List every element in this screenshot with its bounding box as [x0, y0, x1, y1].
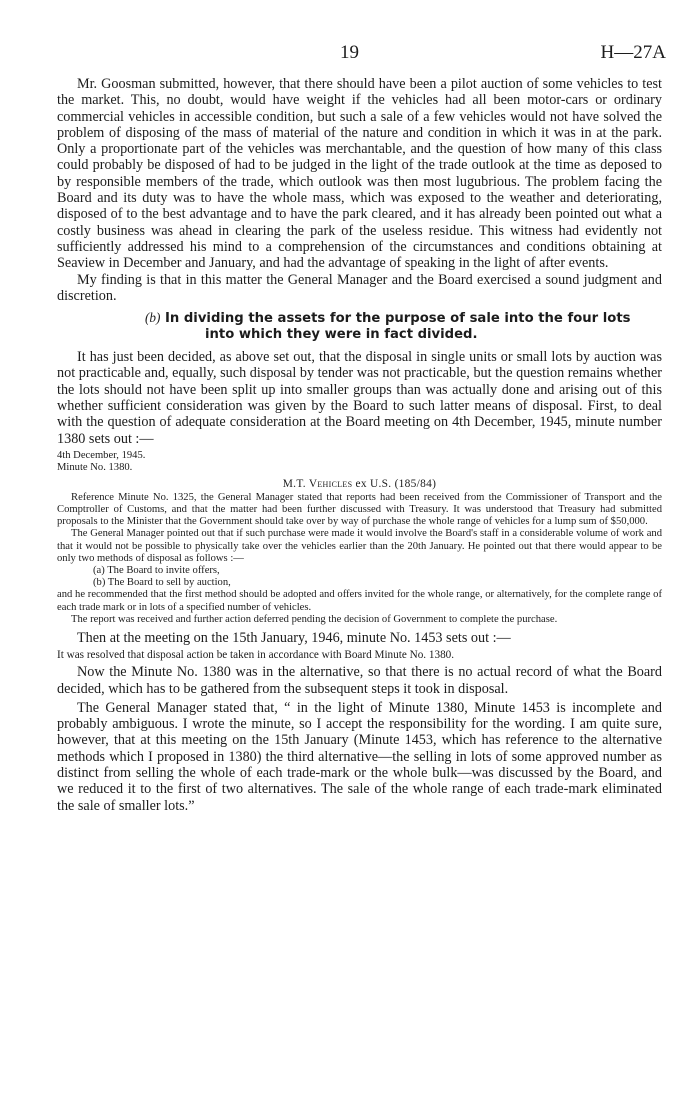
paragraph-finding: My finding is that in this matter the General Manager and the Board exercised a sound judgment and discretion.: [57, 271, 662, 304]
section-heading-line1: In dividing the assets for the purpose of sale into the four lots: [164, 311, 631, 327]
minute-reference-date: 4th December, 1945.: [57, 449, 146, 461]
paragraph-minute-alternative: Now the Minute No. 1380 was in the alternative, so that there is no actual record of what the Board decided, which has to be gathered from the subsequent steps it took in disposal.: [57, 664, 662, 697]
paragraph-dividing-assets: It has just been decided, as above set out, that the disposal in single units or small lots by auction was not practicable and, equally, such disposal by tender was not practicable, but the question remains whether the lots should not have been split up into smaller groups than was actually done and arising out of this whether sufficient consideration was given by the Board to such latter means of disposal. First, to deal with the question of adequate consideration at the Board meeting on 4th December, 1945, minute number 1380 sets out :—: [57, 349, 662, 447]
section-heading-b: [57, 310, 662, 343]
minute-title-main: M.T. Vehicles: [282, 477, 353, 490]
quoted-minute-paragraph-4: The report was received and further action deferred pending the decision of Government to complete the purchase.: [71, 613, 558, 625]
quoted-resolution: It was resolved that disposal action be taken in accordance with Board Minute No. 1380.: [57, 649, 455, 662]
minute-title: [57, 478, 662, 490]
page-header: [0, 42, 700, 64]
minute-title-rest: ex U.S. (185/84): [352, 477, 437, 490]
document-body: [57, 76, 662, 814]
paragraph-general-manager-statement: The General Manager stated that, “ in the light of Minute 1380, Minute 1453 is incomplete and probably ambiguous. I wrote the minute, so I accept the responsibility for the wording. I am quite sure, however, that at this meeting on the 15th January (Minute 1453, which has reference to the alternative methods which I proposed in 1380) the third alternative—the selling in lots of some approved number as distinct from selling the whole of each trade-mark or the whole bulk—was discussed by the Board, and we reduced it to the first of two alternatives. The sale of the whole range of each trade-mark eliminated the sale of smaller lots.”: [57, 699, 662, 814]
minute-reference: [57, 450, 662, 475]
section-heading-line2: into which they were in fact divided.: [205, 327, 478, 343]
quoted-minute-paragraph-1: Reference Minute No. 1325, the General Manager stated that reports had been received from the Commissioner of Transport and the Comptroller of Customs, and that the matter had been further discussed with Treasury. It was understood that Treasury had submitted proposals to the Minister that the Government should take over by way of purchase the whole range of vehicles for a lump sum of $50,000.: [57, 491, 662, 528]
quoted-minute-list-item-a: (a) The Board to invite offers,: [93, 564, 220, 576]
paragraph-pilot-auction: Mr. Goosman submitted, however, that there should have been a pilot auction of some vehicles to test the market. This, no doubt, would have weight if the vehicles had all been motor-cars or ordinary commercial vehicles in accessible condition, but such a sale of a few vehicles would not have solved the problem of disposing of the mass of material of the nature and condition in which it was in at the park. Only a proportionate part of the vehicles was merchantable, and the question of how many of this class could probably be disposed of had to be judged in the light of the trade outlook at the time as deposed to by responsible members of the trade, which outlook was then most lugubrious. The problem facing the Board and its duty was to have the whole mass, which was exposed to the weather and deteriorating, disposed of to the best advantage and to have the park cleared, and it has already been pointed out what a costly business was ahead in clearing the park of the useless residue. This witness had evidently not sufficiently addressed his mind to a comprehension of the circumstances and conditions obtaining at Seaview in December and January, and had the advantage of speaking in the light of after events.: [57, 76, 662, 272]
section-heading-label: (b): [145, 310, 161, 326]
quoted-minute-list-item-b: (b) The Board to sell by auction,: [93, 577, 231, 589]
quoted-minute-paragraph-3: and he recommended that the first method should be adopted and offers invited for the whole range, or alternatively, for the complete range of each trade mark or in lots of a specified number of vehicles.: [57, 589, 662, 613]
page-number: 19: [340, 42, 359, 63]
paragraph-meeting-15-january: Then at the meeting on the 15th January, 1946, minute No. 1453 sets out :—: [77, 629, 511, 646]
quoted-minute-paragraph-2: The General Manager pointed out that if such purchase were made it would involve the Board's staff in a considerable volume of work and that it would not be possible to physically take over the vehicles earlier than the 20th January. He pointed out that there would appear to be only two methods of disposal as follows :—: [57, 528, 662, 564]
paper-reference: H—27A: [600, 42, 666, 63]
minute-reference-number: Minute No. 1380.: [57, 462, 133, 474]
